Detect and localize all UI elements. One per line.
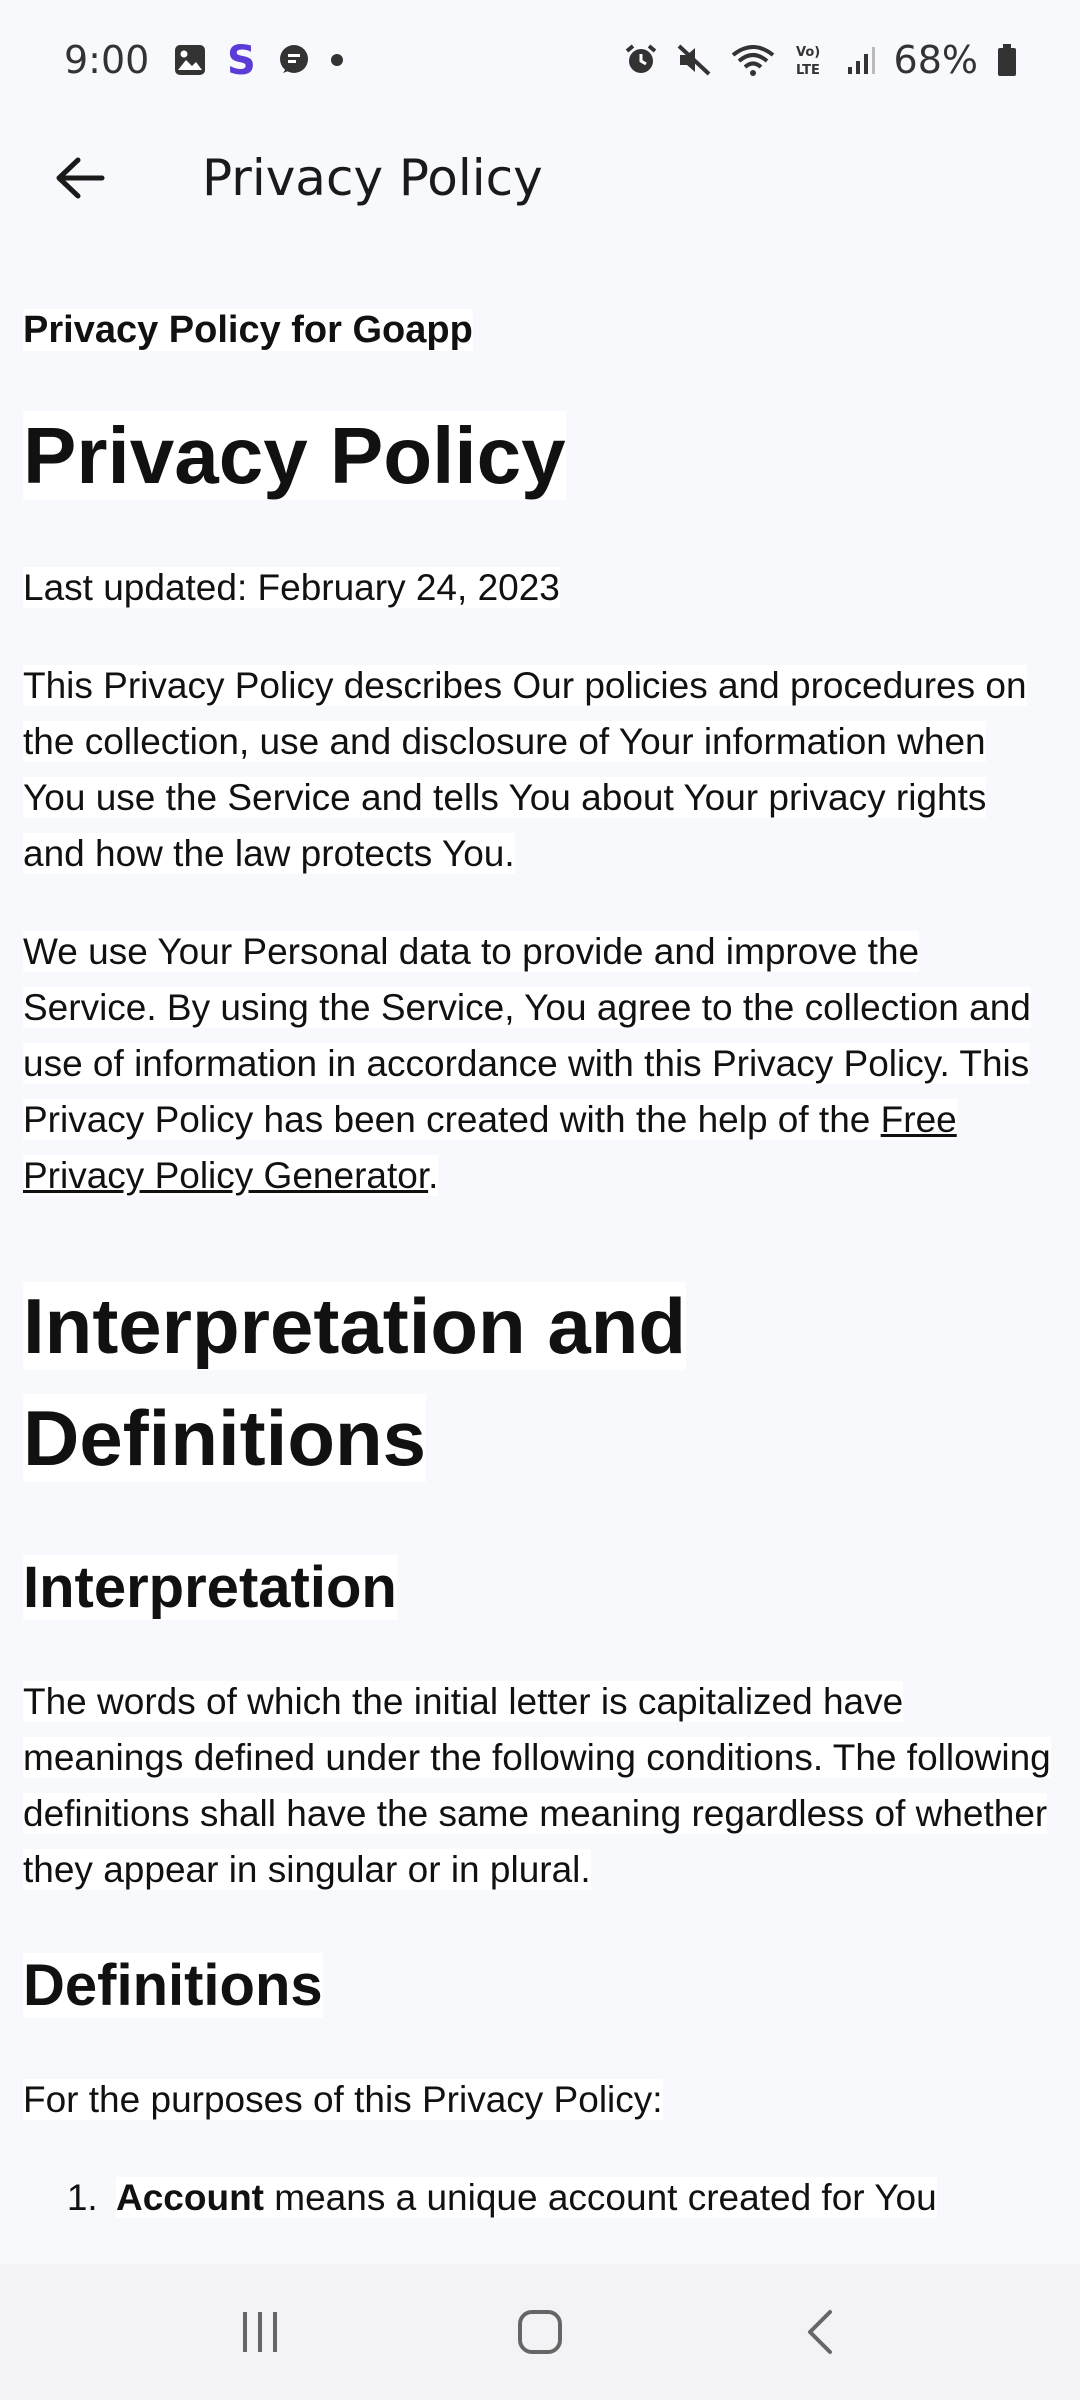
last-updated-text: Last updated: February 24, 2023 [23, 567, 560, 608]
recents-icon [237, 2309, 283, 2355]
definitions-intro [23, 2072, 1057, 2128]
back-button[interactable] [30, 128, 130, 228]
nav-back-button[interactable] [760, 2282, 880, 2382]
data-use-text: We use Your Personal data to provide and improve the Service. By using the Service, You agree to the collection and use of information in accordance with this Privacy Policy. This Privacy Policy has been created with the help of the [23, 931, 1031, 1140]
alarm-icon [624, 43, 658, 77]
home-icon [516, 2308, 564, 2356]
last-updated [23, 560, 1057, 616]
policy-content[interactable] [0, 236, 1080, 2264]
dot-icon [329, 52, 345, 68]
status-left [64, 38, 345, 82]
home-button[interactable] [480, 2282, 600, 2382]
app-bar [0, 120, 1080, 236]
svg-text:S: S [227, 40, 257, 80]
back-chevron-icon [804, 2308, 836, 2356]
definitions-intro-text: For the purposes of this Privacy Policy: [23, 2079, 663, 2120]
clock: 9:00 [64, 38, 150, 82]
signal-icon [846, 45, 876, 75]
wifi-icon [730, 43, 776, 77]
section-heading [23, 1270, 1057, 1494]
svg-text:LTE: LTE [795, 63, 820, 78]
definitions-heading-text: Definitions [23, 1953, 323, 2018]
list-item [108, 2170, 1057, 2226]
volte-icon [794, 42, 828, 78]
data-use-text-end: . [428, 1155, 439, 1196]
policy-subtitle [23, 302, 1057, 358]
navigation-bar [0, 2264, 1080, 2400]
definitions-heading [23, 1944, 1057, 2028]
interpretation-heading-text: Interpretation [23, 1555, 397, 1620]
gallery-icon [173, 43, 207, 77]
battery-icon [996, 43, 1018, 77]
interpretation-text: The words of which the initial letter is capitalized have meanings defined under the following conditions. The following definitions shall have the same meaning regardless of whether they appear in singular or in plural. [23, 1681, 1051, 1890]
arrow-left-icon [54, 156, 106, 200]
status-bar [0, 0, 1080, 120]
message-icon [277, 43, 311, 77]
section-heading-text: Interpretation and Definitions [23, 1282, 687, 1482]
page-title: Privacy Policy [202, 149, 543, 207]
policy-subtitle-text: Privacy Policy for Goapp [23, 309, 473, 351]
definition-text: means a unique account created for You [264, 2177, 937, 2218]
generator-link[interactable]: Free Privacy Policy Generator [23, 1099, 957, 1196]
interpretation-heading [23, 1546, 1057, 1630]
battery-percent: 68% [893, 38, 978, 82]
status-right [624, 38, 1018, 82]
description-paragraph [23, 658, 1057, 882]
recents-button[interactable] [200, 2282, 320, 2382]
interpretation-paragraph [23, 1674, 1057, 1898]
mute-icon [676, 43, 712, 77]
policy-heading [23, 402, 1057, 510]
svg-text:Vo): Vo) [795, 45, 820, 60]
definitions-list [23, 2170, 1057, 2226]
s-app-icon [225, 40, 259, 80]
data-use-paragraph [23, 924, 1057, 1204]
policy-heading-text: Privacy Policy [23, 411, 566, 500]
definition-term: Account [116, 2177, 264, 2218]
description-text: This Privacy Policy describes Our policies and procedures on the collection, use and disclosure of Your information when You use the Service and tells You about Your privacy rights and how the law protects You. [23, 665, 1027, 874]
